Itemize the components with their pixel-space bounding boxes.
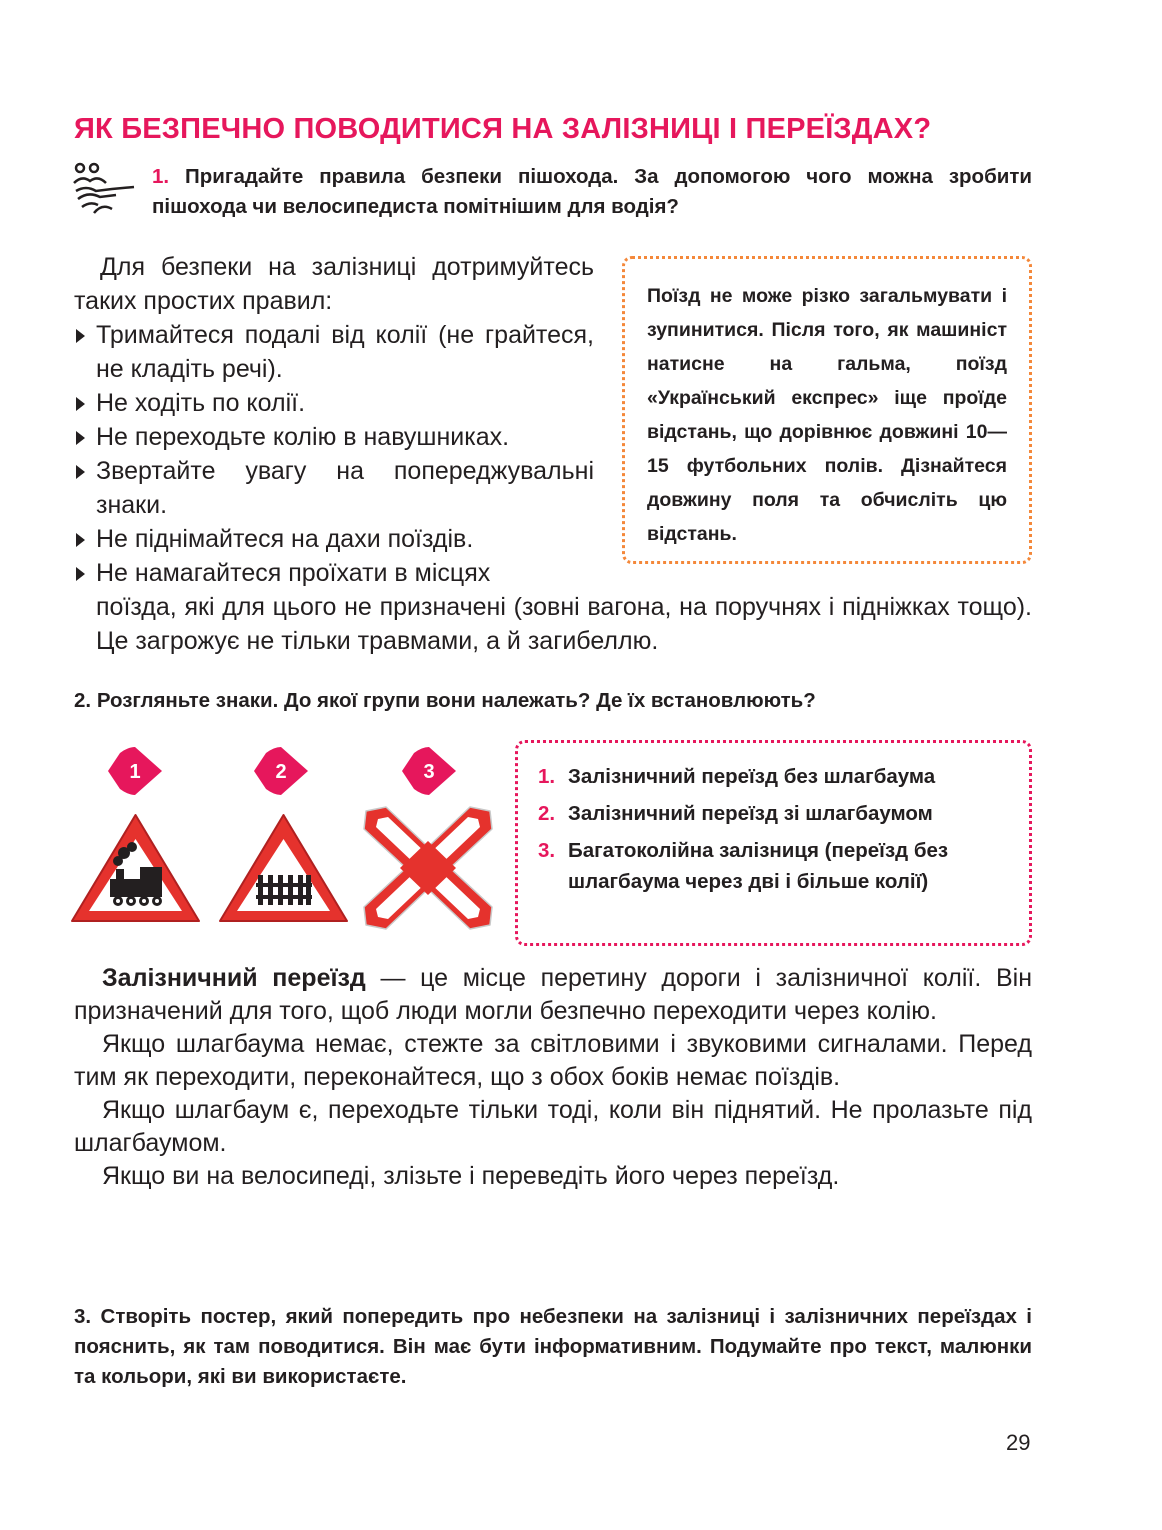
legend-item xyxy=(538,798,1009,829)
sign-badge-3 xyxy=(400,745,458,797)
task-2-text: Розгляньте знаки. До якої групи вони належать? Де їх встановлюють? xyxy=(96,689,816,712)
discussion-icon xyxy=(72,161,140,217)
legend-text: Залізничний переїзд без шлагбаума xyxy=(568,765,936,788)
legend-item xyxy=(538,761,1009,792)
legend-number: 1. xyxy=(538,765,556,788)
svg-text:1: 1 xyxy=(129,761,141,783)
rule-item-last xyxy=(74,556,1032,658)
legend-number: 2. xyxy=(538,802,556,825)
task-3-number: 3. xyxy=(74,1305,92,1328)
legend-number: 3. xyxy=(538,839,556,862)
task-3-text: Створіть постер, який попередить про небезпеки на залізниці і залізничних переїздах і пояснить, як там поводитися. Він має бути інформативним. Подумайте про текст, малюнки та кольори, які ви використаєте. xyxy=(74,1305,1032,1388)
train-braking-box xyxy=(622,256,1032,564)
crossing-explanation xyxy=(74,962,1032,1193)
crossing-paragraph-2: Якщо шлагбаума немає, стежте за світловими і звуковими сигналами. Перед тим як переходити, переконайтеся, що з обох боків немає поїздів. xyxy=(74,1030,1032,1091)
level-crossing-no-barrier-sign xyxy=(68,811,203,927)
safety-rules xyxy=(74,250,594,556)
rule-item: Тримайтеся подалі від колії (не грайтеся, не кладіть речі). xyxy=(74,318,594,386)
train-box-text: Поїзд не може різко загальмувати і зупинитися. Після того, як машиніст натисне на гальма, поїзд «Український експрес» іще проїде відстань, що дорівнює довжині 10—15 футбольних полів. Дізнайтеся довжину поля та обчисліть цю відстань. xyxy=(647,285,1007,545)
task-2 xyxy=(74,689,816,713)
page-title: ЯК БЕЗПЕЧНО ПОВОДИТИСЯ НА ЗАЛІЗНИЦІ І ПЕРЕЇЗДАХ? xyxy=(74,113,932,145)
task-1-text: Пригадайте правила безпеки пішохода. За допомогою чого можна зробити пішохода чи велосипедиста помітнішим для водія? xyxy=(152,165,1032,218)
rules-intro: Для безпеки на залізниці дотримуйтесь таких простих правил: xyxy=(74,253,594,315)
multi-track-railway-sign xyxy=(360,805,496,931)
rule-item: Не піднімайтеся на дахи поїздів. xyxy=(74,522,594,556)
sign-badge-1 xyxy=(106,745,164,797)
crossing-term: Залізничний переїзд xyxy=(102,964,366,992)
task-1-number: 1. xyxy=(152,165,170,188)
rule-last-end: поїзда, які для цього не призначені (зовні вагона, на поручнях і підніжках тощо). Це загрожує не тільки травмами, а й загибеллю. xyxy=(96,593,1032,655)
svg-text:2: 2 xyxy=(275,761,287,783)
legend-item xyxy=(538,835,968,897)
legend-text: Багатоколійна залізниця (переїзд без шлагбаума через дві і більше колії) xyxy=(568,839,949,893)
crossing-definition-text: — це місце перетину дороги і залізничної колії. Він призначений для того, щоб люди могли безпечно переходити через колію. xyxy=(74,964,1033,1025)
rule-item: Звертайте увагу на попереджувальні знаки. xyxy=(74,454,594,522)
legend-text: Залізничний переїзд зі шлагбаумом xyxy=(568,802,933,825)
crossing-paragraph-4: Якщо ви на велосипеді, злізьте і переведіть його через переїзд. xyxy=(102,1162,840,1190)
crossing-paragraph-3: Якщо шлагбаум є, переходьте тільки тоді, коли він піднятий. Не пролазьте під шлагбаумом. xyxy=(74,1096,1032,1157)
task-3 xyxy=(74,1302,1032,1392)
svg-text:3: 3 xyxy=(423,761,435,783)
rule-item: Не ходіть по колії. xyxy=(74,386,594,420)
page-number: 29 xyxy=(1006,1430,1031,1455)
signs-legend-box xyxy=(515,740,1032,946)
rule-last-start: Не намагайтеся проїхати в місцях xyxy=(74,556,594,590)
task-2-number: 2. xyxy=(74,689,92,712)
sign-badge-2 xyxy=(252,745,310,797)
level-crossing-with-barrier-sign xyxy=(216,811,351,927)
crossing-definition xyxy=(74,962,1032,1028)
rule-item: Не переходьте колію в навушниках. xyxy=(74,420,594,454)
task-1 xyxy=(152,162,1032,222)
road-signs xyxy=(68,745,498,935)
